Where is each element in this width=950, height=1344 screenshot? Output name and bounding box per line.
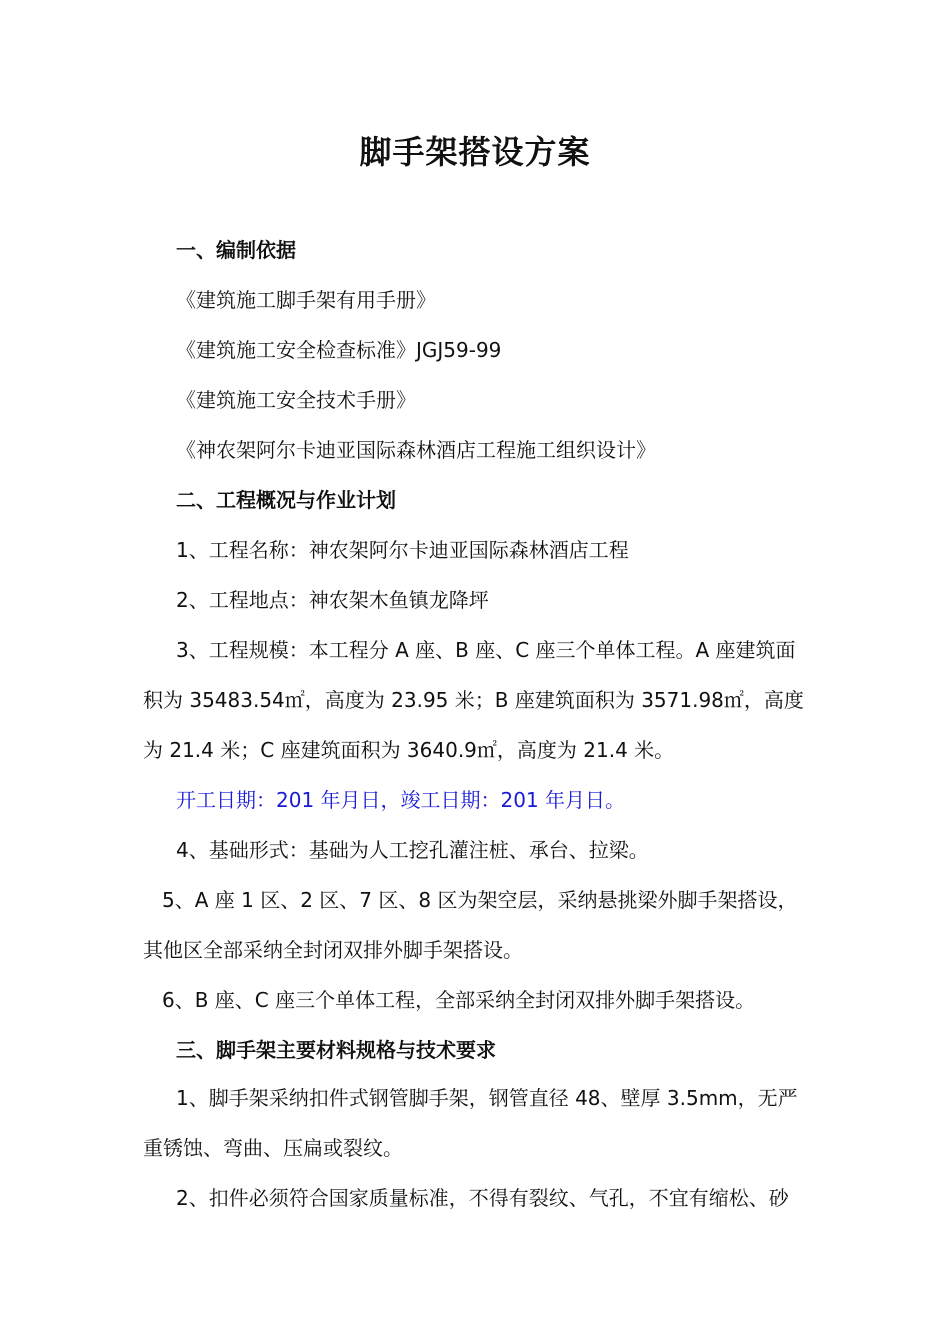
- paragraph-line: 为 21.4 米；C 座建筑面积为 3640.9㎡，高度为 21.4 米。: [143, 738, 675, 762]
- paragraph-line: 1、脚手架采纳扣件式钢管脚手架，钢管直径 48、壁厚 3.5mm，无严: [176, 1086, 798, 1110]
- page-title: 脚手架搭设方案: [359, 133, 591, 171]
- section-heading-basis: 一、编制依据: [176, 238, 296, 262]
- reference-item: 《建筑施工脚手架有用手册》: [176, 288, 436, 312]
- paragraph-line: 5、A 座 1 区、2 区、7 区、8 区为架空层，采纳悬挑梁外脚手架搭设，: [162, 888, 798, 912]
- reference-item: 《建筑施工安全检查标准》JGJ59-99: [176, 338, 502, 362]
- paragraph-line: 2、扣件必须符合国家质量标准，不得有裂纹、气孔，不宜有缩松、砂: [176, 1186, 789, 1210]
- paragraph-line: 3、工程规模：本工程分 A 座、B 座、C 座三个单体工程。A 座建筑面: [176, 638, 796, 662]
- paragraph-line: 重锈蚀、弯曲、压扁或裂纹。: [143, 1136, 403, 1160]
- section-heading-overview: 二、工程概况与作业计划: [176, 488, 396, 512]
- paragraph-line: 6、B 座、C 座三个单体工程，全部采纳全封闭双排外脚手架搭设。: [162, 988, 756, 1012]
- paragraph-line: 其他区全部采纳全封闭双排外脚手架搭设。: [143, 938, 523, 962]
- paragraph-line: 1、工程名称：神农架阿尔卡迪亚国际森林酒店工程: [176, 538, 629, 562]
- reference-item: 《建筑施工安全技术手册》: [176, 388, 416, 412]
- paragraph-line: 积为 35483.54㎡，高度为 23.95 米；B 座建筑面积为 3571.98㎡，高度: [143, 688, 804, 712]
- paragraph-line: 2、工程地点：神农架木鱼镇龙降坪: [176, 588, 489, 612]
- section-heading-materials: 三、脚手架主要材料规格与技术要求: [176, 1038, 496, 1062]
- schedule-line: 开工日期：201 年月日，竣工日期：201 年月日。: [176, 788, 626, 812]
- paragraph-line: 4、基础形式：基础为人工挖孔灌注桩、承台、拉梁。: [176, 838, 649, 862]
- reference-item: 《神农架阿尔卡迪亚国际森林酒店工程施工组织设计》: [176, 438, 656, 462]
